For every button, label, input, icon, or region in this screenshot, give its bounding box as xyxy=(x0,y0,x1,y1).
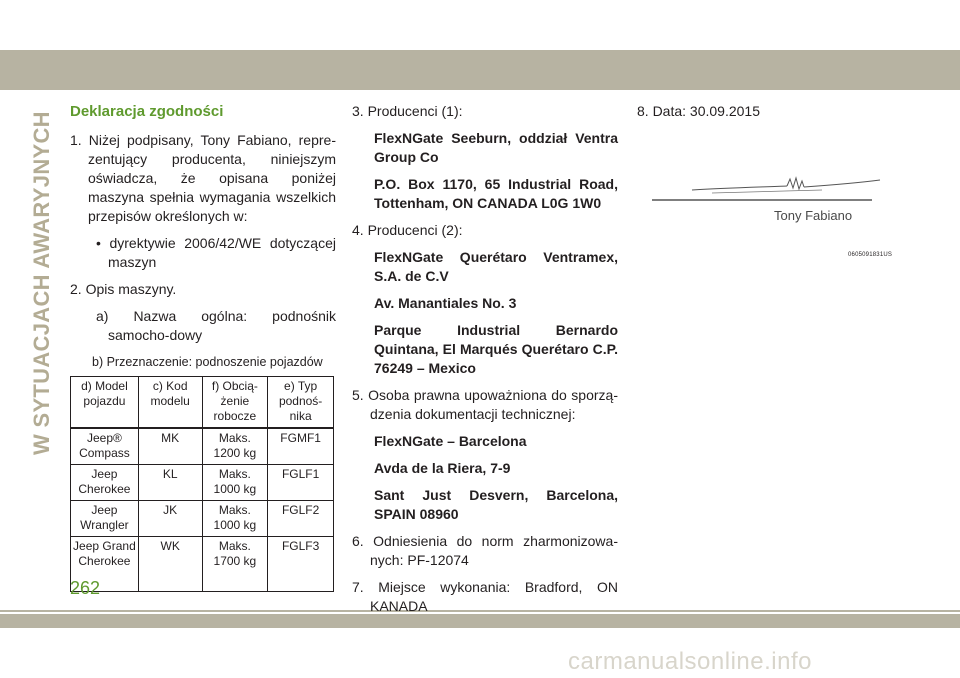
item-3-name: FlexNGate Seeburn, oddział Ventra Group Co xyxy=(374,130,618,165)
item-1-bullet: • dyrektywie 2006/42/WE dotyczącej maszyn xyxy=(96,235,336,270)
item-2b: b) Przeznaczenie: podnoszenie pojazdów xyxy=(92,355,323,369)
item-2a: a) Nazwa ogólna: podnośnik samocho-dowy xyxy=(96,308,336,343)
table-cell: Jeep Grand Cherokee xyxy=(71,537,139,592)
table-cell: FGMF1 xyxy=(268,428,334,465)
table-cell: Jeep Cherokee xyxy=(71,465,139,501)
watermark: carmanualsonline.info xyxy=(568,648,812,675)
item-7: 7. Miejsce wykonania: Bradford, ON KANADA xyxy=(352,579,618,614)
signature-name: Tony Fabiano xyxy=(774,208,853,223)
item-2: 2. Opis maszyny. xyxy=(70,281,177,297)
table-header-cell: f) Obcią-żenie robocze xyxy=(202,377,268,429)
item-4: 4. Producenci (2): xyxy=(352,222,463,238)
table-header-row xyxy=(71,377,334,429)
item-5: 5. Osoba prawna upoważniona do sporzą-dzenia dokumentacji technicznej: xyxy=(352,387,618,422)
item-5-address-2: Sant Just Desvern, Barcelona, SPAIN 08960 xyxy=(374,487,618,522)
table-cell: KL xyxy=(138,465,202,501)
table-row xyxy=(71,428,334,465)
item-5-name: FlexNGate – Barcelona xyxy=(374,433,527,449)
table-row xyxy=(71,537,334,592)
table-cell: FGLF2 xyxy=(268,501,334,537)
table-cell: WK xyxy=(138,537,202,592)
item-4-address-1: Av. Manantiales No. 3 xyxy=(374,295,517,311)
table-cell: FGLF3 xyxy=(268,537,334,592)
image-code: 0605091831US xyxy=(848,252,893,258)
table-header-cell: d) Model pojazdu xyxy=(71,377,139,429)
page-number: 262 xyxy=(70,578,101,598)
column-middle xyxy=(352,102,618,624)
signature-image xyxy=(652,170,892,265)
table-header-cell: c) Kod modelu xyxy=(138,377,202,429)
section-side-label: W SYTUACJACH AWARYJNYCH xyxy=(29,111,54,455)
table-row xyxy=(71,501,334,537)
table-cell: MK xyxy=(138,428,202,465)
item-6: 6. Odniesienia do norm zharmonizowa-nych: PF-12074 xyxy=(352,533,618,568)
item-5-address-1: Avda de la Riera, 7-9 xyxy=(374,460,511,476)
item-3-address: P.O. Box 1170, 65 Industrial Road, Tottenham, ON CANADA L0G 1W0 xyxy=(374,176,618,211)
item-8: 8. Data: 30.09.2015 xyxy=(637,103,760,119)
page-title: Deklaracja zgodności xyxy=(70,103,224,120)
table-cell: Maks. 1000 kg xyxy=(202,465,268,501)
table-row xyxy=(71,465,334,501)
table-cell: Maks. 1200 kg xyxy=(202,428,268,465)
table-cell: JK xyxy=(138,501,202,537)
table-cell: Jeep Wrangler xyxy=(71,501,139,537)
item-4-name: FlexNGate Querétaro Ventramex, S.A. de C.V xyxy=(374,249,618,284)
table-cell: FGLF1 xyxy=(268,465,334,501)
item-1: 1. Niżej podpisany, Tony Fabiano, repre-zentujący producenta, niniejszym oświadcza, że opisana poniżej maszyna spełnia wymagania wszelkich przepisów określonych w: xyxy=(70,132,336,224)
jack-table xyxy=(70,376,334,592)
item-4-address-2: Parque Industrial Bernardo Quintana, El Marqués Querétaro C.P. 76249 – Mexico xyxy=(374,322,618,376)
top-band xyxy=(0,50,960,90)
column-right xyxy=(637,102,897,129)
item-3: 3. Producenci (1): xyxy=(352,103,463,119)
table-cell: Maks. 1700 kg xyxy=(202,537,268,592)
column-left xyxy=(70,102,336,592)
table-cell: Maks. 1000 kg xyxy=(202,501,268,537)
table-cell: Jeep® Compass xyxy=(71,428,139,465)
table-header-cell: e) Typ podnoś-nika xyxy=(268,377,334,429)
